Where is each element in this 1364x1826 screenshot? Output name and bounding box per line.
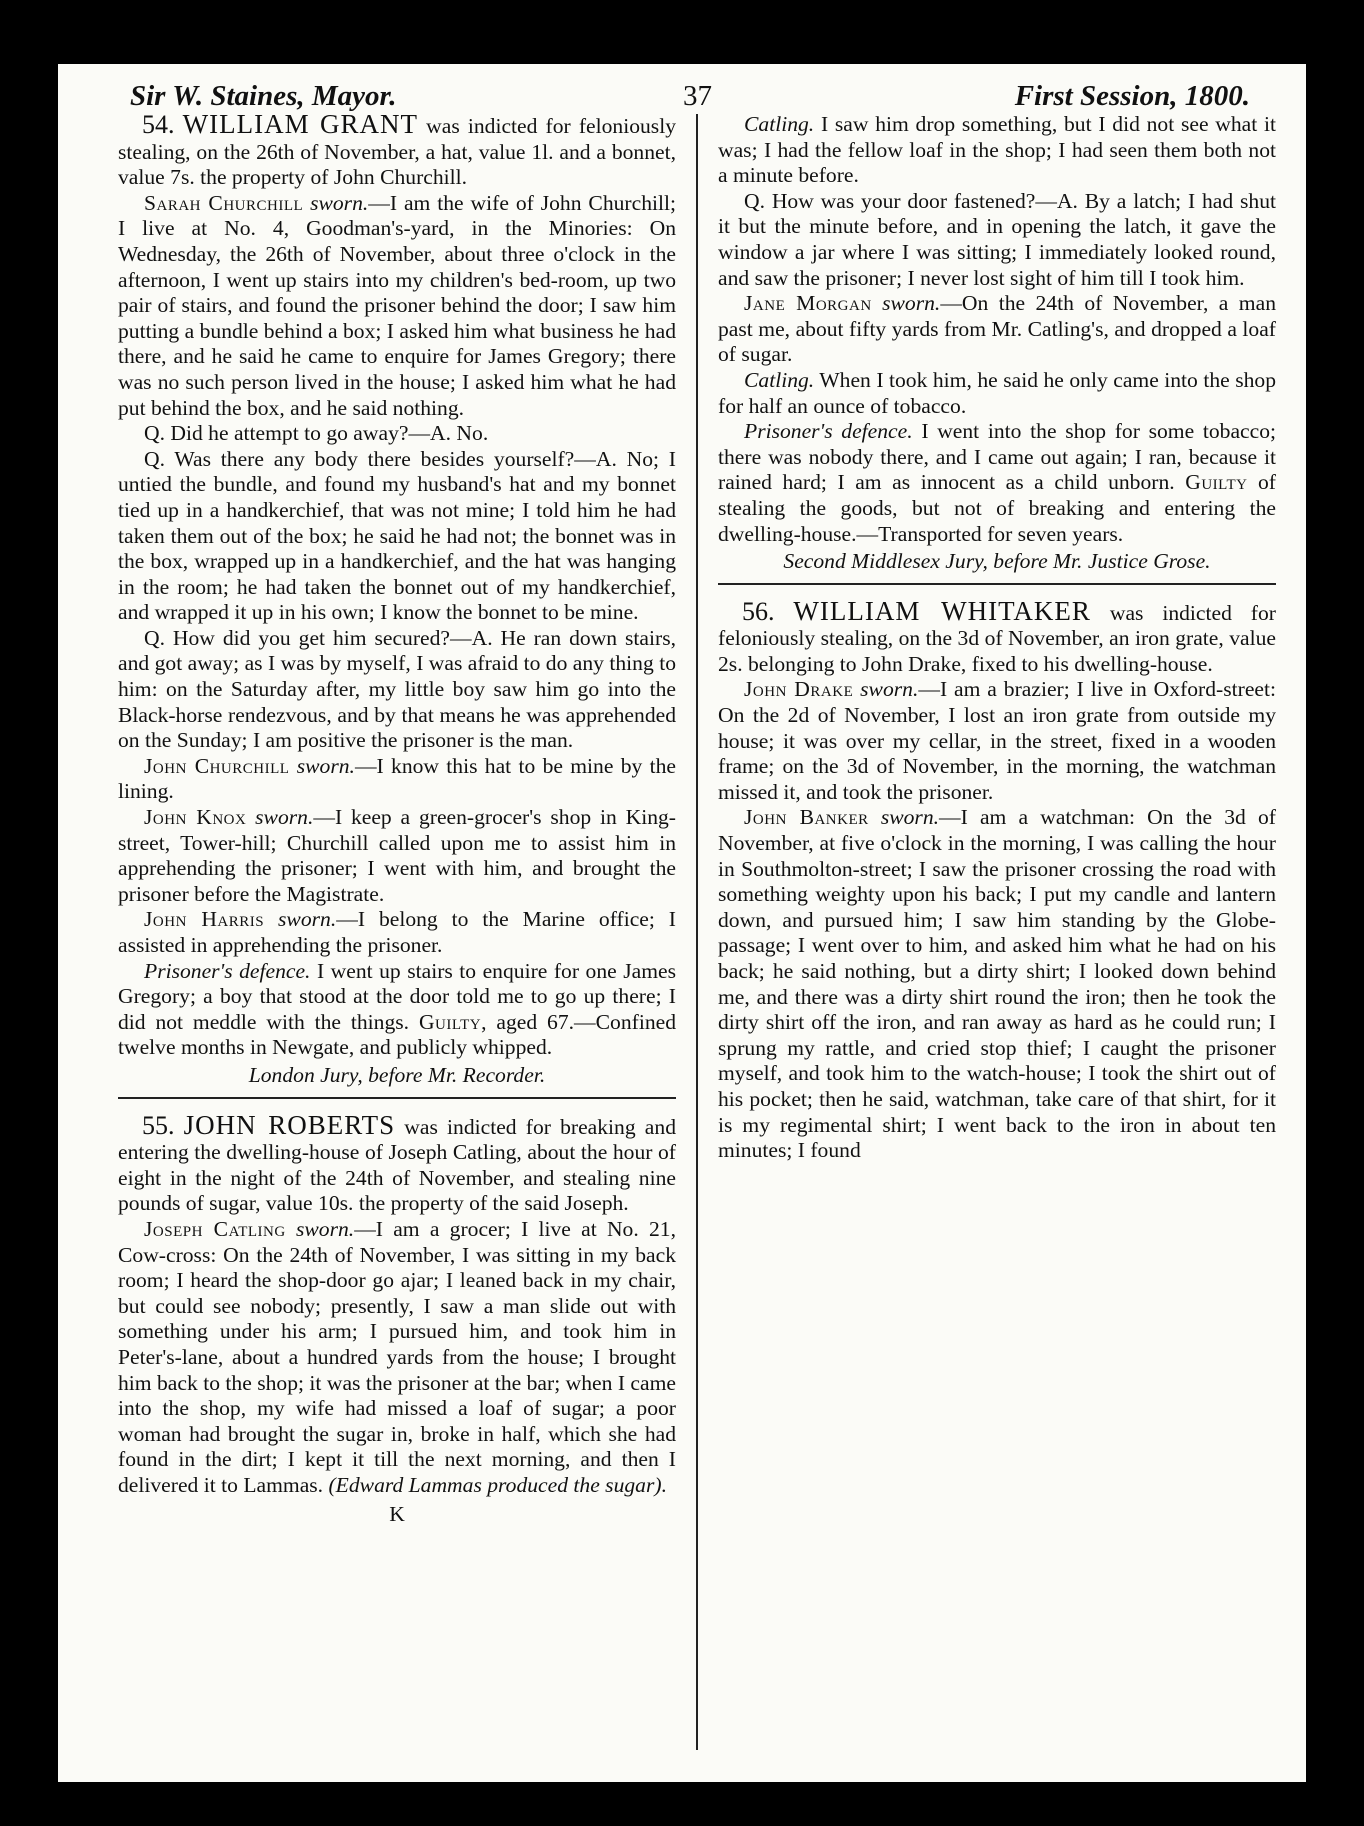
left-column: [118, 109, 676, 1550]
question-paragraph: Q. Did he attempt to go away?—A. No.: [144, 421, 489, 446]
testimony-paragraph: John Knox sworn.—I keep a green-grocer's shop in King-street, Tower-hill; Churchill called upon me to assist him in apprehending the prisoner; I went with him, and brought the prisoner before the Magistrate.: [118, 805, 676, 906]
testimony-paragraph: Sarah Churchill sworn.—I am the wife of John Churchill; I live at No. 4, Goodman's-yard, in the Minories: On Wednesday, the 26th of November, about three o'clock in the afternoon, I went up stairs into my children's bed-room, up two pair of stairs, and found the prisoner behind the door; I saw him putting a bundle behind a box; I asked him what business he had there, and he said he came to enquire for James Gregory; there was no such person lived in the house; I asked him what he had put behind the box, and he said nothing.: [118, 190, 676, 420]
question-paragraph: Q. How did you get him secured?—A. He ran down stairs, and got away; as I was by myself, I was afraid to do any thing to him: on the Saturday after, my little boy saw him go into the Black-horse rendezvous, and by that means he was apprehended on the Sunday; I am positive the prisoner is the man.: [118, 625, 676, 753]
case-separator-rule: [118, 1097, 676, 1099]
testimony-paragraph: John Harris sworn.—I belong to the Marine office; I assisted in apprehending the prisoner.: [118, 907, 676, 957]
question-paragraph: Q. Was there any body there besides yourself?—A. No; I untied the bundle, and found my husband's hat and my bonnet tied up in a handkerchief, that was not mine; I told him he had taken them out of the box; he said he had not; the bonnet was in the box, wrapped up in a handkerchief, and the hat was hanging in the room; he had taken the bonnet out of my handkerchief, and wrapped it up in his own; I know the bonnet to be mine.: [118, 446, 676, 625]
jury-line: London Jury, before Mr. Recorder.: [248, 1062, 546, 1087]
witness-name: John Harris: [144, 907, 265, 932]
defence-paragraph: Prisoner's defence. I went into the shop for some tobacco; there was nobody there, and I came out again; I ran, because it rained hard; I am as innocent as a child unborn. Guilty of stealing the goods, but not of breaking and entering the dwelling-house.—Transported for seven years.: [718, 419, 1276, 546]
witness-name: Jane Morgan: [744, 291, 872, 316]
produced-note: (Edward Lammas produced the sugar).: [328, 1472, 667, 1497]
testimony-paragraph: Jane Morgan sworn.—On the 24th of November, a man past me, about fifty yards from Mr. Catling's, and dropped a loaf of sugar.: [718, 291, 1276, 367]
case-54-heading: 54. WILLIAM GRANT was indicted for feloniously stealing, on the 26th of November, a hat, value 1l. and a bonnet, value 7s. the property of John Churchill.: [118, 109, 676, 190]
header-mayor: Sir W. Staines, Mayor.: [130, 80, 397, 112]
defence-paragraph: Catling. I saw him drop something, but I did not see what it was; I had the fellow loaf in the shop; I had seen them both not a minute before.: [718, 112, 1276, 188]
testimony-paragraph: Joseph Catling sworn.—I am a grocer; I live at No. 21, Cow-cross: On the 24th of November, I was sitting in my back room; I heard the shop-door go ajar; I leaned back in my chair, but could see nobody; presently, I saw a man slide out with something under his arm; I pursued him, and took him in Peter's-lane, about a hundred yards from the house; I brought him back to the shop; it was the prisoner at the bar; when I came into the shop, my wife had missed a loaf of sugar; a poor woman had brought the sugar in, broke in half, which she had found in the dirt; I kept it till the next morning, and then I delivered it to Lammas. (Edward Lammas produced the sugar).: [118, 1216, 676, 1497]
witness-name: John Banker: [744, 805, 869, 830]
indictment-text: was indicted for feloniously stealing, on the 3d of November, an iron grate, value 2s. belonging to John Drake, fixed to his dwelling-house.: [718, 600, 1276, 676]
witness-name: John Churchill: [144, 753, 290, 778]
verdict: Guilty: [418, 1009, 482, 1034]
case-56-heading: 56. WILLIAM WHITAKER was indicted for feloniously stealing, on the 3d of November, an iron grate, value 2s. belonging to John Drake, fixed to his dwelling-house.: [718, 595, 1276, 676]
sentence: of stealing the goods, but not of breaking and entering the dwelling-house.—Transported for seven years.: [718, 470, 1276, 546]
witness-name: John Knox: [144, 805, 247, 830]
witness-name: Sarah Churchill: [144, 190, 304, 215]
page-number: 37: [683, 80, 712, 112]
catchword: K: [389, 1502, 405, 1527]
jury-line: Second Middlesex Jury, before Mr. Justice Grose.: [783, 549, 1211, 574]
text-columns: [118, 109, 1276, 1752]
witness-name: John Drake: [744, 677, 854, 702]
defendant-name: WILLIAM GRANT: [182, 109, 419, 139]
verdict: Guilty: [1185, 470, 1248, 495]
defence-paragraph: Prisoner's defence. I went up stairs to enquire for one James Gregory; a boy that stood at the door told me to go up there; I did not meddle with the things. Guilty, aged 67.—Confined twelve months in Newgate, and publicly whipped.: [118, 958, 676, 1060]
sentence: , aged 67.—Confined twelve months in Newgate, and publicly whipped.: [118, 1009, 676, 1060]
indictment-text: was indicted for feloniously stealing, on the 26th of November, a hat, value 1l. and a bonnet, value 7s. the property of John Churchill.: [118, 114, 676, 190]
column-divider: [696, 114, 698, 1750]
case-55-heading: 55. JOHN ROBERTS was indicted for breaking and entering the dwelling-house of Joseph Catling, about the hour of eight in the night of the 24th of November, and stealing nine pounds of sugar, value 10s. the property of the said Joseph.: [118, 1109, 676, 1216]
witness-name: Joseph Catling: [144, 1216, 286, 1241]
header-session: First Session, 1800.: [1014, 80, 1250, 112]
defendant-name: WILLIAM WHITAKER: [793, 595, 1091, 626]
testimony-paragraph: John Banker sworn.—I am a watchman: On the 3d of November, at five o'clock in the morning, I was calling the hour in Southmolton-street; I saw the prisoner crossing the road with something weighty upon his back; I put my candle and lantern down, and pursued him; I saw him standing by the Globe-passage; I went over to him, and asked him what he had on his back; he said nothing, but a dirty shirt; I looked down behind me, and there was a dirty shirt round the iron; then he took the dirty shirt off the iron, and ran away as hard as he could run; I sprung my rattle, and cried stop thief; I caught the prisoner myself, and took him to the watch-house; I took the shirt out of his pocket; then he said, watchman, take care of that shirt, for it is my regimental shirt; I went back to the iron in about ten minutes; I found: [718, 805, 1276, 1163]
question-paragraph: Q. How was your door fastened?—A. By a latch; I had shut it but the minute before, and in opening the latch, it gave the window a jar where I was sitting; I immediately looked round, and saw the prisoner; I never lost sight of him till I took him.: [718, 188, 1276, 290]
right-column: [718, 112, 1276, 1164]
defendant-name: JOHN ROBERTS: [183, 1109, 396, 1140]
defence-paragraph: Catling. When I took him, he said he only came into the shop for half an ounce of tobacco.: [718, 367, 1276, 418]
case-separator-rule: [718, 583, 1276, 585]
testimony-paragraph: John Drake sworn.—I am a brazier; I live in Oxford-street: On the 2d of November, I lost an iron grate from outside my house; it was over my cellar, in the street, fixed in a wooden frame; on the 3d of November, in the morning, the watchman missed it, and took the prisoner.: [718, 677, 1276, 804]
testimony-paragraph: John Churchill sworn.—I know this hat to be mine by the lining.: [118, 753, 676, 804]
indictment-text: was indicted for breaking and entering the dwelling-house of Joseph Catling, about the hour of eight in the night of the 24th of November, and stealing nine pounds of sugar, value 10s. the property of the said Joseph.: [118, 1114, 676, 1216]
